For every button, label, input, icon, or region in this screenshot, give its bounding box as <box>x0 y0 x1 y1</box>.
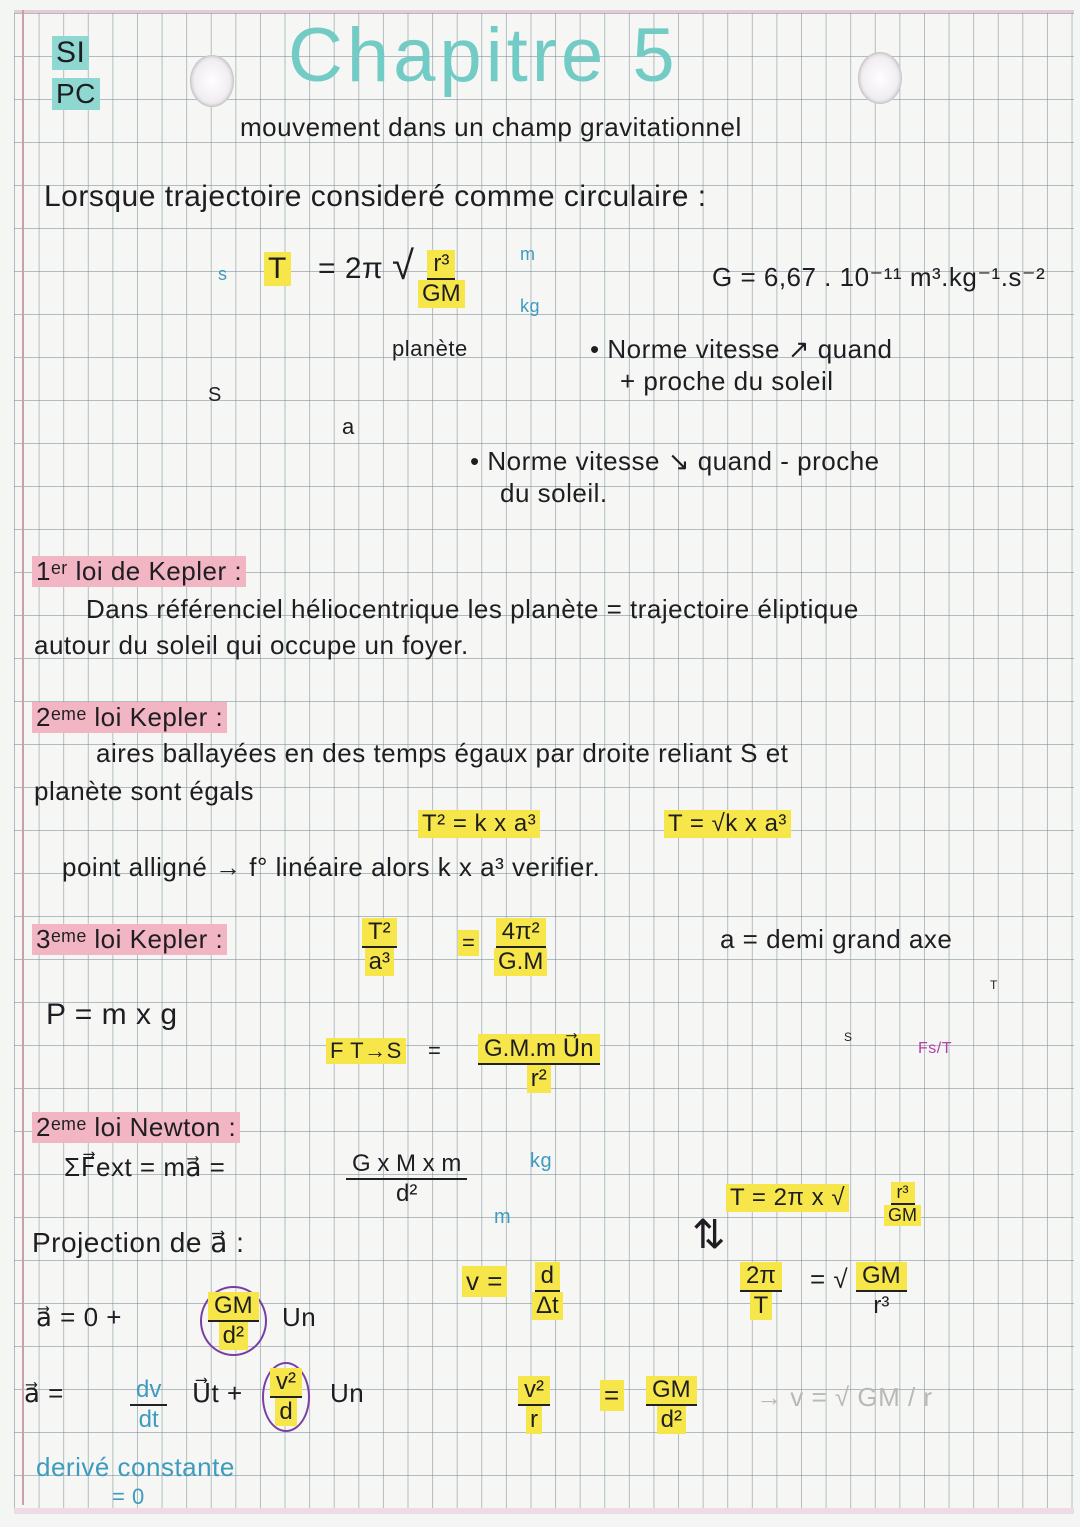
plus-icon: + <box>820 1051 830 1068</box>
unit-kg: kg <box>530 1150 553 1172</box>
force-label: Fs/T <box>918 1040 952 1057</box>
planet-label: planète <box>392 336 468 361</box>
kepler3-fraction: $\frac{\text{T²}}{\text{a³}}$ <box>362 918 397 976</box>
a1-fraction: $\frac{GM}{\text{d²}}$ <box>200 1286 267 1356</box>
formula-fraction: $\frac{\text{r³}}{GM}$ <box>418 250 465 308</box>
projection-heading: Projection de a⃗ : <box>32 1227 245 1258</box>
formula-T: T <box>264 252 291 286</box>
kepler2-text: point alligné → f° linéaire alors k x a³ verifier. <box>62 852 601 882</box>
newton2-heading: 2ᵉᵐᵉ loi Newton : <box>32 1112 240 1143</box>
formula-2pi: = 2π <box>318 252 384 285</box>
punch-hole <box>858 52 902 104</box>
unit-s: s <box>218 264 228 284</box>
derivative-note: derivé constante <box>36 1452 235 1482</box>
newton2-lhs: ΣF⃗ext = ma⃗ = <box>64 1152 226 1182</box>
page-title: Chapitre 5 <box>288 13 679 98</box>
v2-eq: = <box>600 1380 624 1411</box>
sun-label: S <box>208 384 222 406</box>
sqrt-sign: √ <box>392 244 415 288</box>
a2-normal-fraction: $\frac{\text{v²}}{d}$ <box>262 1362 310 1432</box>
planet-dot <box>367 351 377 361</box>
period-fraction-2: $\frac{\text{r³}}{GM}$ <box>884 1182 921 1226</box>
speed-note: du soleil. <box>500 478 608 508</box>
a2-lhs: a⃗ = <box>24 1378 64 1408</box>
force-lhs: F T→S <box>326 1038 406 1064</box>
a2-tangent-fraction: $\frac{dv}{dt}$ <box>130 1376 167 1434</box>
v2-fraction: $\frac{\text{v²}}{r}$ <box>518 1376 550 1434</box>
kepler2-formula: T = √k x a³ <box>664 810 791 838</box>
a2-rhs: Un <box>330 1378 365 1408</box>
kepler2-heading: 2ᵉᵐᵉ loi Kepler : <box>32 702 227 733</box>
margin-line <box>22 10 24 1505</box>
kepler3-fraction: $\frac{\text{4π²}}{G.M}$ <box>494 918 547 976</box>
period-formula-2: T = 2π x √ <box>726 1184 849 1212</box>
speed-note: • Norme vitesse ↘ quand - proche <box>470 446 880 476</box>
force-fraction: $\frac{\text{G.M.m U⃗n}}{\text{r²}}$ <box>478 1034 600 1093</box>
axis-label: a <box>342 414 355 439</box>
kepler1-heading: 1ᵉʳ loi de Kepler : <box>32 556 246 587</box>
page-subtitle: mouvement dans un champ gravitationnel <box>240 112 742 142</box>
kepler3-heading: 3ᵉᵐᵉ loi Kepler : <box>32 924 227 955</box>
weight-formula: P = m x g <box>46 998 178 1031</box>
tag-pc: PC <box>52 78 100 110</box>
speed-lhs: v = <box>462 1266 507 1297</box>
speed-result: → v = √ GM / r <box>756 1382 933 1412</box>
speed-note: + proche du soleil <box>620 366 834 396</box>
semi-major-axis-note: a = demi grand axe <box>720 924 953 954</box>
equivalence-arrow-icon: ⇅ <box>692 1213 727 1257</box>
a1-rhs: Un <box>282 1302 317 1332</box>
newton2-fraction: $\frac{\text{G x M x m}}{\text{d²}}$ <box>346 1150 467 1208</box>
derivative-note: = 0 <box>112 1484 145 1509</box>
kepler2-formula: T² = k x a³ <box>418 810 540 838</box>
kepler2-text: planète sont égals <box>34 776 255 806</box>
kepler1-text: Dans référenciel héliocentrique les planète = trajectoire éliptique <box>86 594 859 624</box>
unit-m: m <box>494 1206 512 1228</box>
g-constant: G = 6,67 . 10⁻¹¹ m³.kg⁻¹.s⁻² <box>712 262 1046 292</box>
force-eq: = <box>428 1038 442 1063</box>
a2-ut: U⃗t + <box>192 1378 243 1408</box>
speed-fraction: $\frac{d}{\Delta t}$ <box>532 1262 563 1320</box>
omega-root-fraction: $\frac{GM}{\text{r³}}$ <box>856 1262 907 1320</box>
kepler2-text: aires ballayées en des temps égaux par droite reliant S et <box>96 738 789 768</box>
kepler1-text: autour du soleil qui occupe un foyer. <box>34 630 469 660</box>
speed-note: • Norme vitesse ↗ quand <box>590 334 893 364</box>
intro-text: Lorsque trajectoire consideré comme circulaire : <box>44 180 707 213</box>
unit-m: m <box>520 244 536 264</box>
omega-eq: = √ <box>810 1264 849 1294</box>
tag-si: SI <box>52 36 89 70</box>
a1-lhs: a⃗ = 0 + <box>36 1302 122 1332</box>
unit-kg: kg <box>520 296 541 316</box>
label-S: S <box>844 1030 853 1044</box>
v2-rhs-fraction: $\frac{GM}{\text{d²}}$ <box>646 1376 697 1434</box>
plus-icon: + <box>962 999 972 1016</box>
kepler3-eq: = <box>458 930 479 956</box>
omega-fraction: $\frac{2\pi}{T}$ <box>740 1262 782 1320</box>
punch-hole <box>190 55 234 107</box>
label-T: T <box>990 978 998 992</box>
